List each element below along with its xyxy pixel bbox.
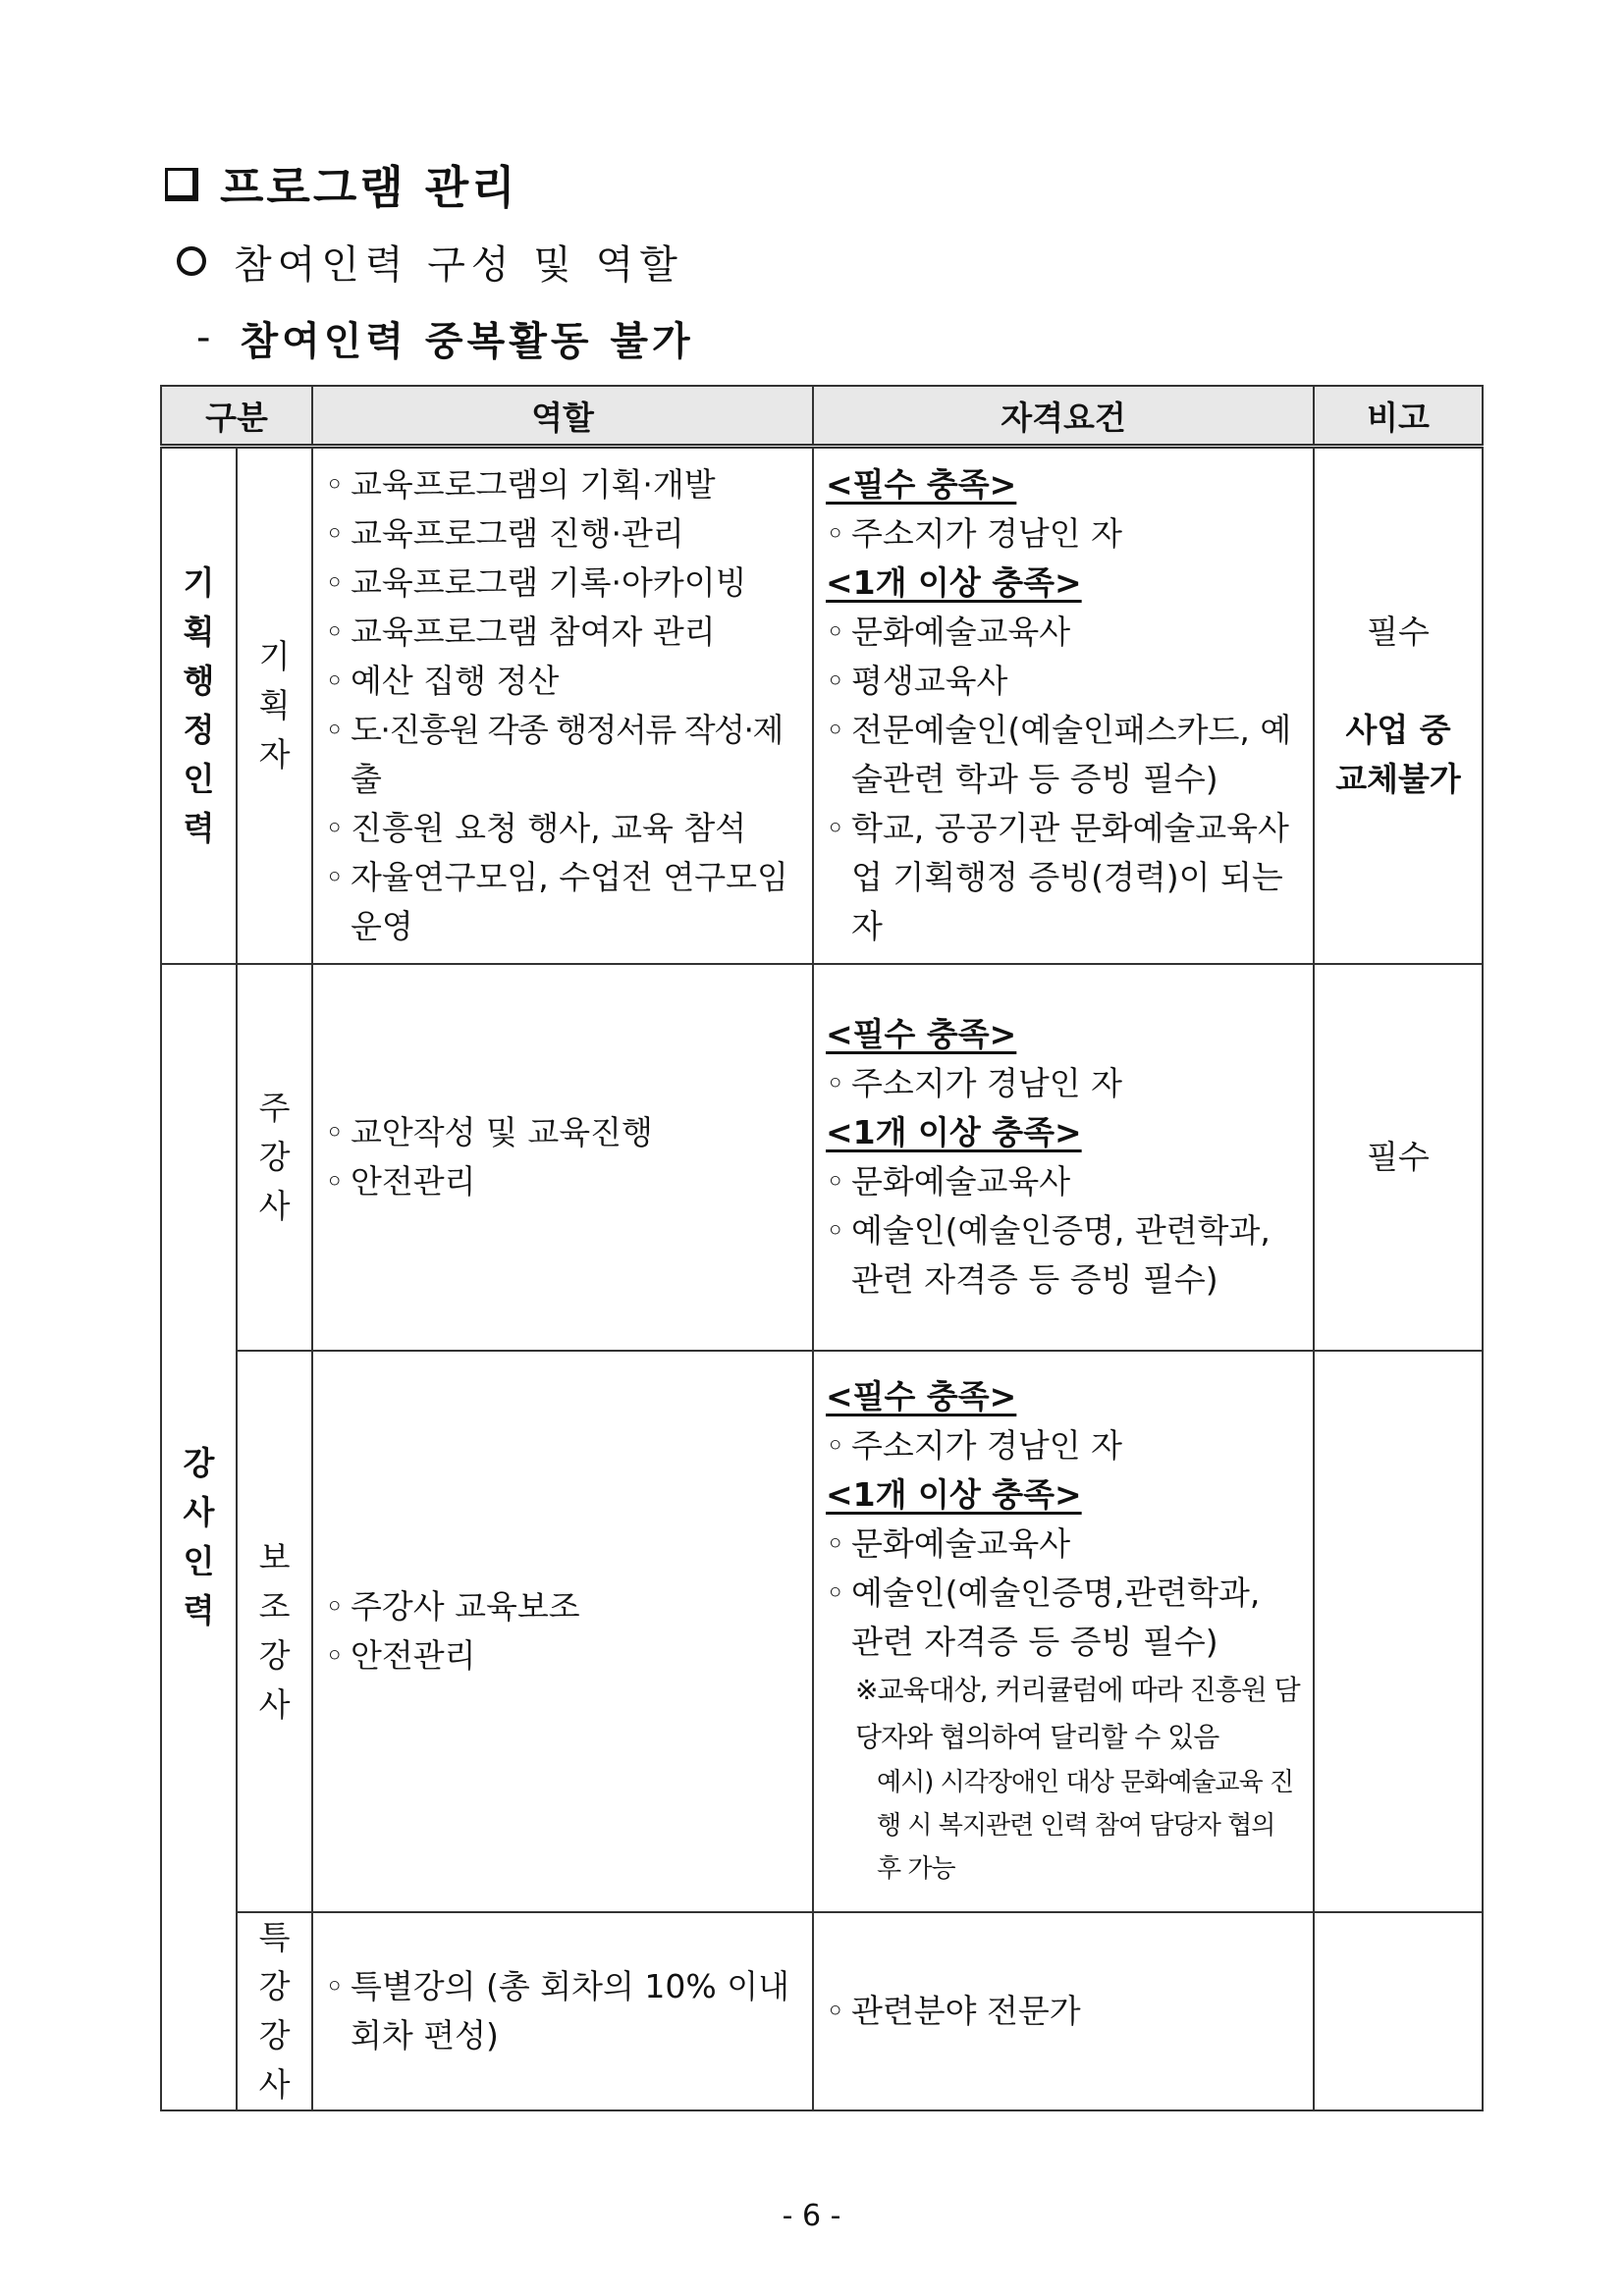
requirement-heading: <1개 이상 충족> xyxy=(826,563,1082,602)
table-row xyxy=(161,964,1483,1351)
role-item: ◦ 안전관리 xyxy=(325,1631,800,1681)
role-item: ◦ 교안작성 및 교육진행 xyxy=(325,1108,800,1157)
role-item: ◦ 교육프로그램 기록·아카이빙 xyxy=(325,559,800,608)
page-number: - 6 - xyxy=(782,2199,841,2233)
table-row xyxy=(161,447,1483,965)
header-requirements: 자격요건 xyxy=(813,386,1314,447)
table-row xyxy=(161,1351,1483,1912)
remark-bold-text: 사업 중 교체불가 xyxy=(1335,711,1461,798)
requirement-heading: <필수 충족> xyxy=(826,1015,1017,1053)
roles-assistant-instructor xyxy=(312,1351,813,1912)
requirements-main-instructor xyxy=(813,964,1314,1351)
category-label: 기 획 행 정 인 력 xyxy=(183,563,215,847)
subcategory-planner xyxy=(237,447,312,965)
circle-bullet-icon xyxy=(177,246,206,276)
role-item: ◦ 자율연구모임, 수업전 연구모임 운영 xyxy=(325,853,800,951)
requirements-planner xyxy=(813,447,1314,965)
requirement-item: ◦ 문화예술교육사 xyxy=(826,608,1301,657)
square-bullet-icon xyxy=(165,168,198,201)
requirement-heading: <필수 충족> xyxy=(826,465,1017,504)
note-line xyxy=(196,312,694,363)
requirement-remark: ※교육대상, 커리큘럼에 따라 진흥원 담당자와 협의하여 달리할 수 있음 xyxy=(855,1674,1300,1753)
subcategory-label: 보 조 강 사 xyxy=(258,1538,291,1724)
subcategory-label: 기 획 자 xyxy=(258,637,291,774)
subcategory-special-lecturer xyxy=(237,1912,312,2110)
remarks-special-lecturer xyxy=(1314,1912,1483,2110)
requirement-item: ◦ 예술인(예술인증명, 관련학과, 관련 자격증 등 증빙 필수) xyxy=(826,1206,1301,1305)
requirement-item: ◦ 예술인(예술인증명,관련학과, 관련 자격증 등 증빙 필수) xyxy=(826,1569,1301,1667)
roles-special-lecturer xyxy=(312,1912,813,2110)
requirement-item: ◦ 주소지가 경남인 자 xyxy=(826,1421,1301,1470)
subcategory-assistant-instructor xyxy=(237,1351,312,1912)
category-label: 강 사 인 력 xyxy=(183,1444,215,1629)
note-line-text: 참여인력 중복활동 불가 xyxy=(240,318,694,364)
table-row xyxy=(161,1912,1483,2110)
role-item: ◦ 안전관리 xyxy=(325,1157,800,1206)
roles-main-instructor xyxy=(312,964,813,1351)
category-instructors xyxy=(161,964,237,2110)
role-item: ◦ 교육프로그램 진행·관리 xyxy=(325,509,800,559)
category-planning xyxy=(161,447,237,965)
table-header-row xyxy=(161,386,1483,447)
role-item: ◦ 진흥원 요청 행사, 교육 참석 xyxy=(325,804,800,853)
remark-text: 필수 xyxy=(1367,613,1430,651)
subsection-title-text: 참여인력 구성 및 역할 xyxy=(234,241,683,288)
requirement-heading: <필수 충족> xyxy=(826,1377,1017,1415)
requirement-item: ◦ 문화예술교육사 xyxy=(826,1520,1301,1569)
remark-text: 필수 xyxy=(1367,1138,1430,1176)
requirement-item: ◦ 문화예술교육사 xyxy=(826,1157,1301,1206)
requirement-item: ◦ 관련분야 전문가 xyxy=(826,1987,1301,2036)
requirements-assistant-instructor xyxy=(813,1351,1314,1912)
requirement-item: ◦ 평생교육사 xyxy=(826,657,1301,706)
requirement-item: ◦ 학교, 공공기관 문화예술교육사업 기획행정 증빙(경력)이 되는 자 xyxy=(826,804,1301,951)
requirement-heading: <1개 이상 충족> xyxy=(826,1113,1082,1151)
dash-bullet-icon: - xyxy=(196,315,215,360)
personnel-table xyxy=(160,385,1484,2111)
header-remarks: 비고 xyxy=(1314,386,1483,447)
role-item: ◦ 주강사 교육보조 xyxy=(325,1582,800,1631)
requirements-special-lecturer xyxy=(813,1912,1314,2110)
subcategory-label: 주 강 사 xyxy=(258,1089,291,1225)
remarks-main-instructor xyxy=(1314,964,1483,1351)
remarks-assistant-instructor xyxy=(1314,1351,1483,1912)
subcategory-main-instructor xyxy=(237,964,312,1351)
remarks-planner xyxy=(1314,447,1483,965)
subcategory-label: 특 강 강 사 xyxy=(258,1918,291,2104)
requirement-item: ◦ 전문예술인(예술인패스카드, 예술관련 학과 등 증빙 필수) xyxy=(826,706,1301,804)
requirement-item: ◦ 주소지가 경남인 자 xyxy=(826,509,1301,559)
requirement-item: ◦ 주소지가 경남인 자 xyxy=(826,1059,1301,1108)
roles-planner xyxy=(312,447,813,965)
role-item: ◦ 도·진흥원 각종 행정서류 작성·제출 xyxy=(325,706,800,804)
header-role: 역할 xyxy=(312,386,813,447)
role-item: ◦ 교육프로그램 참여자 관리 xyxy=(325,608,800,657)
requirement-heading: <1개 이상 충족> xyxy=(826,1475,1082,1514)
role-item: ◦ 교육프로그램의 기획·개발 xyxy=(325,460,800,509)
requirement-example: 예시) 시각장애인 대상 문화예술교육 진행 시 복지관련 인력 참여 담당자 협의 후 가능 xyxy=(877,1768,1294,1884)
role-item: ◦ 예산 집행 정산 xyxy=(325,657,800,706)
section-title xyxy=(165,157,518,212)
section-title-text: 프로그램 관리 xyxy=(220,161,518,214)
role-item: ◦ 특별강의 (총 회차의 10% 이내 회차 편성) xyxy=(325,1962,800,2060)
header-category: 구분 xyxy=(161,386,312,447)
subsection-title xyxy=(177,236,683,287)
